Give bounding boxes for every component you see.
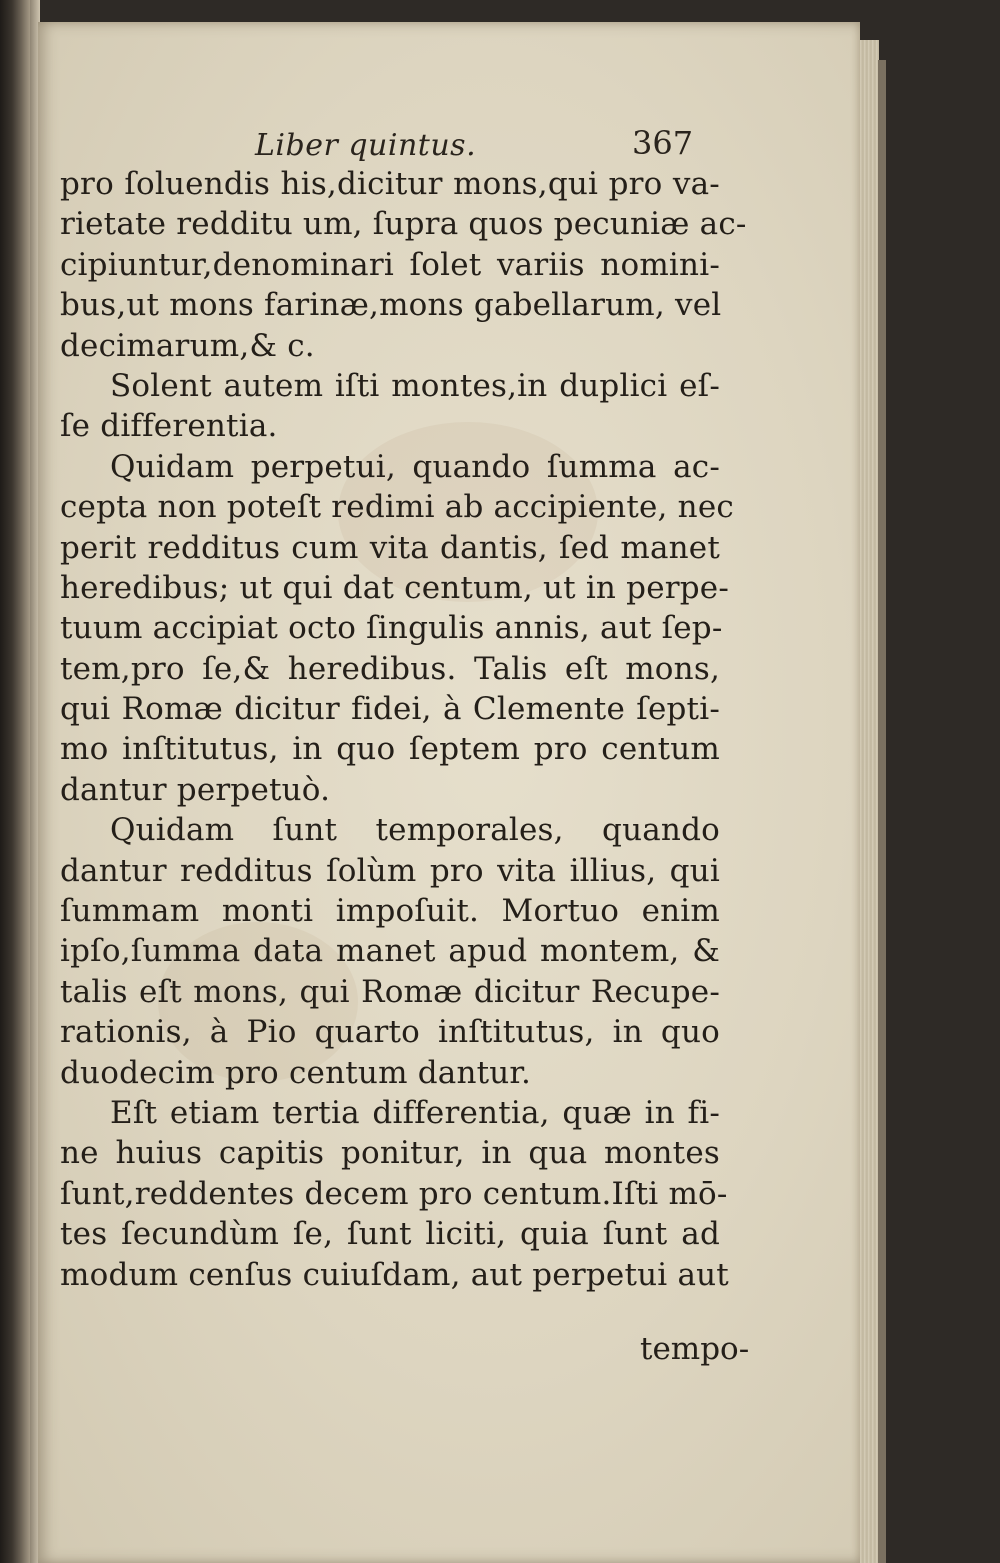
text-line: cipiuntur,denominari ſolet variis nomini- [60,246,720,283]
text-line: heredibus; ut qui dat centum, ut in perpe- [60,569,730,606]
text-line: tes ſecundùm ſe, ſunt liciti, quia ſunt ad [60,1216,720,1253]
text-line: perit redditus cum vita dantis, ſed manet [60,529,720,566]
text-line: decimarum,& c. [60,327,315,364]
catchword: tempo- [640,1331,750,1367]
text-line: mo inſtitutus, in quo ſeptem pro centum [60,731,720,768]
text-line: ſe differentia. [60,408,278,445]
text-line: ipſo,ſumma data manet apud montem, & [60,933,720,970]
page-number: 367 [632,124,694,162]
text-line: dantur redditus ſolùm pro vita illius, qui [60,852,720,889]
text-line: ſummam monti impoſuit. Mortuo enim [60,893,720,930]
text-line: bus,ut mons farinæ,mons gabellarum, vel [60,287,722,324]
book-cover-edge [878,60,886,1563]
running-head-title: Liber quintus. [255,128,477,163]
text-line: ne huius capitis ponitur, in qua montes [60,1135,720,1172]
text-line: modum cenſus cuiuſdam, aut perpetui aut [60,1256,729,1293]
text-line: duodecim pro centum dantur. [60,1054,532,1091]
text-line: Quidam ſunt temporales, quando [110,812,720,849]
text-line: talis eſt mons, qui Romæ dicitur Recupe- [60,973,720,1010]
text-line: qui Romæ dicitur fidei, à Clemente ſepti- [60,691,720,728]
text-line: Quidam perpetui, quando ſumma ac- [110,448,720,485]
book-binding [0,0,30,1563]
text-line: Eſt etiam tertia differentia, quæ in fi- [110,1094,720,1131]
text-line: ſunt,reddentes decem pro centum.Iſti mō- [60,1175,728,1212]
text-line: rietate redditu um, ſupra quos pecuniæ ac- [60,206,747,243]
text-line: pro ſoluendis his,dicitur mons,qui pro va- [60,166,720,202]
text-line: Solent autem iſti montes,in duplici eſ- [110,367,720,404]
text-line: dantur perpetuò. [60,771,331,808]
text-line: tuum accipiat octo ſingulis annis, aut ſep- [60,610,723,647]
text-line: rationis, à Pio quarto inſtitutus, in quo [60,1014,720,1051]
text-line: cepta non poteſt redimi ab accipiente, nec [60,489,734,526]
text-line: tem,pro ſe,& heredibus. Talis eſt mons, [60,650,720,687]
body-text [60,164,747,1295]
